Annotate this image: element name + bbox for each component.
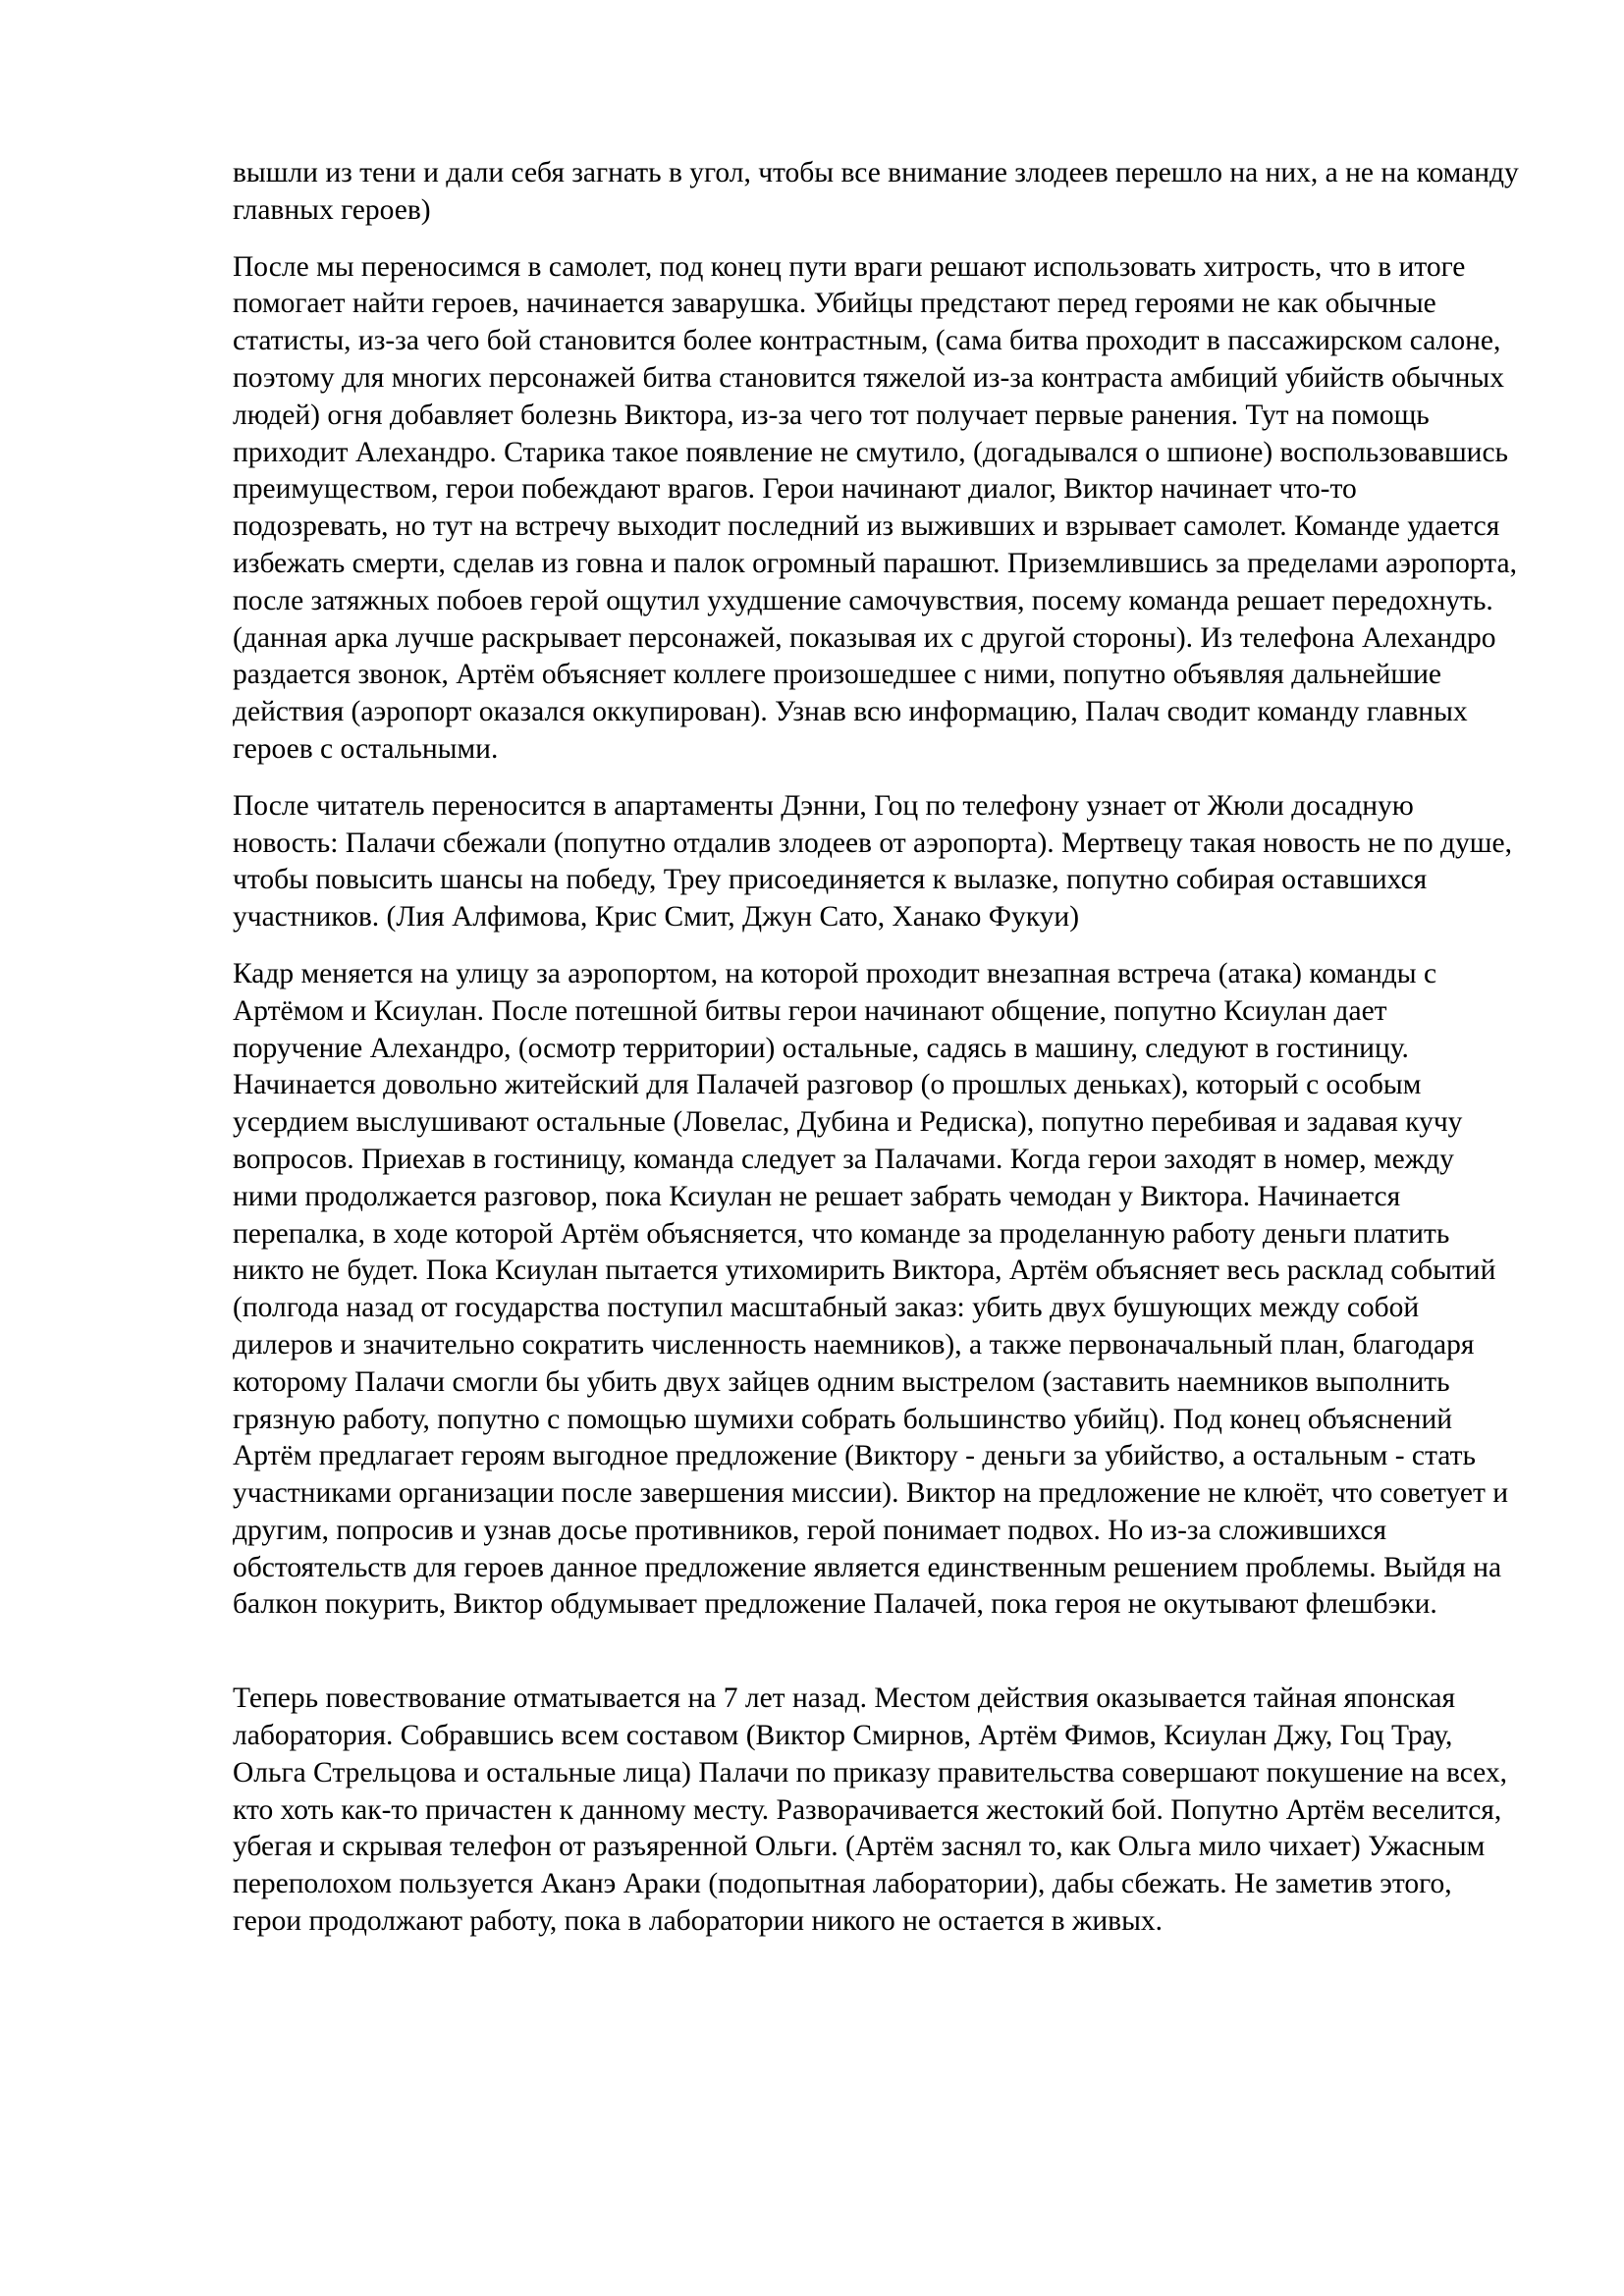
paragraph-1: вышли из тени и дали себя загнать в угол, чтобы все внимание злодеев перешло на них, а не на команду главных героев) xyxy=(233,157,1519,226)
paragraph-5: Теперь повествование отматывается на 7 лет назад. Местом действия оказывается тайная японская лаборатория. Собравшись всем составом (Виктор Смирнов, Артём Фимов, Ксиулан Джу, Гоц Трау, Ольга Стрельцова и остальные лица) Палачи по приказу правительства совершают покушение на всех, кто хоть как-то причастен к данному месту. Разворачивается жестокий бой. Попутно Артём веселится, убегая и скрывая телефон от разъяренной Ольги. (Артём заснял то, как Ольга мило чихает) Ужасным переполохом пользуется Аканэ Араки (подопытная лаборатории), дабы сбежать. Не заметив этого, герои продолжают работу, пока в лаборатории никого не остается в живых. xyxy=(233,1682,1508,1938)
document-body xyxy=(233,155,1519,1960)
paragraph-3: После читатель переносится в апартаменты Дэнни, Гоц по телефону узнает от Жюли досадную новость: Палачи сбежали (попутно отдалив злодеев от аэропорта). Мертвецу такая новость не по душе, чтобы повысить шансы на победу, Треу присоединяется к вылазке, попутно собирая оставшихся участников. (Лия Алфимова, Крис Смит, Джун Сато, Ханако Фукуи) xyxy=(233,789,1512,934)
paragraph-4: Кадр меняется на улицу за аэропортом, на которой проходит внезапная встреча (атака) команды с Артёмом и Ксиулан. После потешной битвы герои начинают общение, попутно Ксиулан дает поручение Алехандро, (осмотр территории) остальные, садясь в машину, следуют в гостиницу. Начинается довольно житейский для Палачей разговор (о прошлых деньках), который с особым усердием выслушивают остальные (Ловелас, Дубина и Редиска), попутно перебивая и задавая кучу вопросов. Приехав в гостиницу, команда следует за Палачами. Когда герои заходят в номер, между ними продолжается разговор, пока Ксиулан не решает забрать чемодан у Виктора. Начинается перепалка, в ходе которой Артём объясняется, что команде за проделанную работу деньги платить никто не будет. Пока Ксиулан пытается утихомирить Виктора, Артём объясняет весь расклад событий (полгода назад от государства поступил масштабный заказ: убить двух бушующих между собой дилеров и значительно сократить численность наемников), а также первоначальный план, благодаря которому Палачи смогли бы убить двух зайцев одним выстрелом (заставить наемников выполнить грязную работу, попутно с помощью шумихи собрать большинство убийц). Под конец объяснений Артём предлагает героям выгодное предложение (Виктору - деньги за убийство, а остальным - стать участниками организации после завершения миссии). Виктор на предложение не клюёт, что советует и другим, попросив и узнав досье противников, герой понимает подвох. Но из-за сложившихся обстоятельств для героев данное предложение является единственным решением проблемы. Выйдя на балкон покурить, Виктор обдумывает предложение Палачей, пока героя не окутывают флешбэки. xyxy=(233,957,1509,1621)
paragraph-2: После мы переносимся в самолет, под конец пути враги решают использовать хитрость, что в итоге помогает найти героев, начинается заварушка. Убийцы предстают перед героями не как обычные статисты, из-за чего бой становится более контрастным, (сама битва проходит в пассажирском салоне, поэтому для многих персонажей битва становится тяжелой из-за контраста амбиций убийств обычных людей) огня добавляет болезнь Виктора, из-за чего тот получает первые ранения. Тут на помощь приходит Алехандро. Старика такое появление не смутило, (догадывался о шпионе) воспользовавшись преимуществом, герои побеждают врагов. Герои начинают диалог, Виктор начинает что-то подозревать, но тут на встречу выходит последний из выживших и взрывает самолет. Команде удается избежать смерти, сделав из говна и палок огромный парашют. Приземлившись за пределами аэропорта, после затяжных побоев герой ощутил ухудшение самочувствия, посему команда решает передохнуть. (данная арка лучше раскрывает персонажей, показывая их с другой стороны). Из телефона Алехандро раздается звонок, Артём объясняет коллеге произошедшее с ними, попутно объявляя дальнейшие действия (аэропорт оказался оккупирован). Узнав всю информацию, Палач сводит команду главных героев с остальными. xyxy=(233,250,1517,765)
